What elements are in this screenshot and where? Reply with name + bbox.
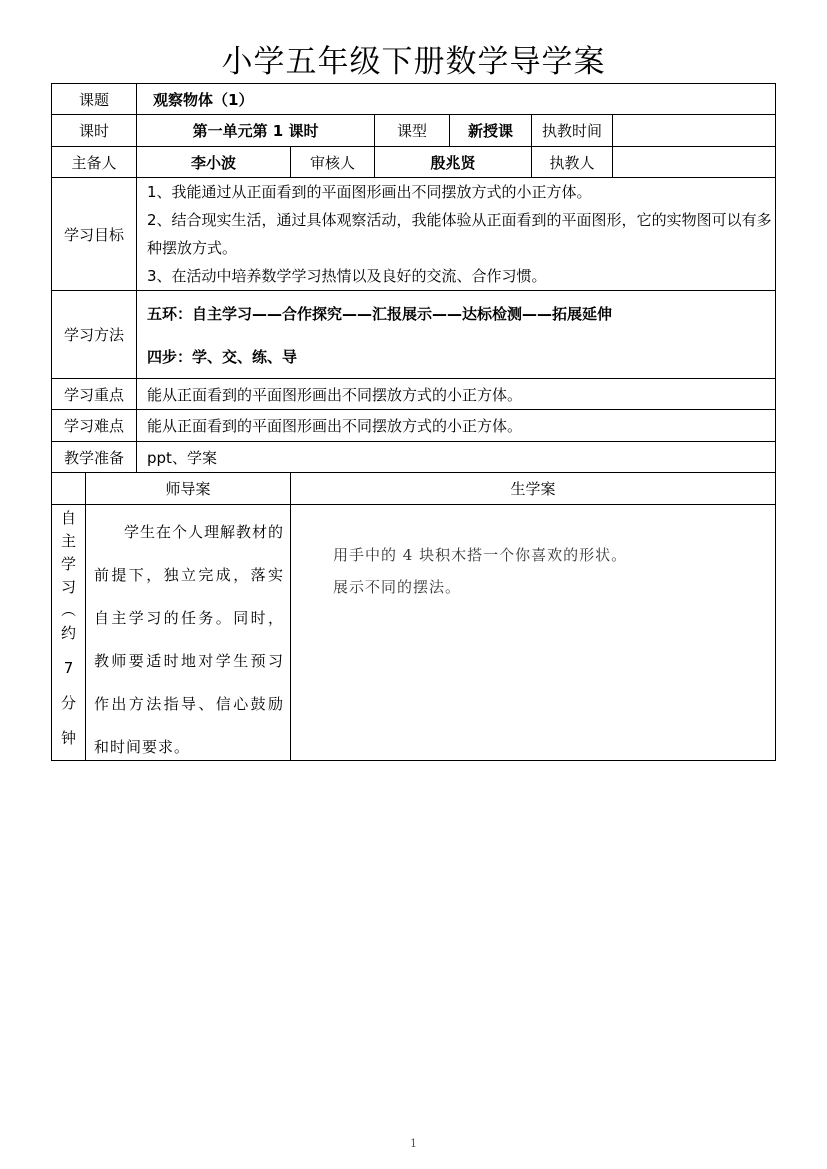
section-side-label: [52, 505, 86, 761]
page-number: 1: [410, 1137, 417, 1150]
goals-label: 学习目标: [52, 178, 137, 291]
time-value: [613, 115, 776, 147]
key-label: 学习重点: [52, 379, 137, 410]
method-line-2: 四步：学、交、练、导: [147, 347, 298, 366]
corner-cell: [52, 473, 86, 505]
preparer-label: 主备人: [52, 147, 137, 178]
side-char: 7: [63, 659, 74, 677]
side-char: 习: [60, 578, 76, 596]
student-line: 展示不同的摆法。: [333, 578, 462, 596]
side-char: 学: [60, 555, 76, 573]
type-label: 课型: [375, 115, 450, 147]
side-char: 主: [60, 532, 76, 550]
lesson-label: 课时: [52, 115, 137, 147]
topic-value: 观察物体（1）: [137, 84, 776, 115]
method-content: [137, 291, 776, 379]
key-row: [52, 379, 776, 410]
difficulty-label: 学习难点: [52, 410, 137, 442]
side-char: 钟: [60, 729, 76, 747]
goals-row: [52, 178, 776, 291]
side-char: ︵: [60, 601, 76, 619]
time-label: 执教时间: [532, 115, 613, 147]
teacher-guide-cell: [86, 505, 291, 761]
reviewer-value: 殷兆贤: [375, 147, 532, 178]
prep-row: [52, 442, 776, 473]
side-char: 约: [60, 624, 76, 642]
column-header-row: [52, 473, 776, 505]
method-row: [52, 291, 776, 379]
prep-label: 教学准备: [52, 442, 137, 473]
teacher-guide-text: 学生在个人理解教材的前提下，独立完成，落实自主学习的任务。同时，教师要适时地对学生预习作出方法指导、信心鼓励和时间要求。: [94, 523, 285, 756]
teacher-column-header: 师导案: [86, 473, 291, 505]
executor-label: 执教人: [532, 147, 613, 178]
difficulty-value: 能从正面看到的平面图形画出不同摆放方式的小正方体。: [137, 410, 776, 442]
people-row: [52, 147, 776, 178]
goal-item: 2、结合现实生活，通过具体观察活动，我能体验从正面看到的平面图形，它的实物图可以有多种摆放方式。: [147, 211, 772, 257]
side-char: 分: [60, 694, 76, 712]
lesson-row: [52, 115, 776, 147]
prep-value: ppt、学案: [137, 442, 776, 473]
type-value: 新授课: [450, 115, 532, 147]
topic-row: [52, 84, 776, 115]
lesson-value: 第一单元第 1 课时: [137, 115, 375, 147]
topic-label: 课题: [52, 84, 137, 115]
goals-content: [137, 178, 776, 291]
preparer-value: 李小波: [137, 147, 291, 178]
self-study-row: [52, 505, 776, 761]
student-line: 用手中的 4 块积木搭一个你喜欢的形状。: [333, 546, 628, 564]
executor-value: [613, 147, 776, 178]
goal-item: 3、在活动中培养数学学习热情以及良好的交流、合作习惯。: [147, 267, 547, 285]
side-char: 自: [60, 509, 76, 527]
difficulty-row: [52, 410, 776, 442]
page-title: 小学五年级下册数学导学案: [221, 44, 606, 80]
lesson-plan-table: [51, 83, 776, 761]
method-line-1: 五环：自主学习——合作探究——汇报展示——达标检测——拓展延伸: [147, 304, 613, 323]
student-plan-cell: [291, 505, 776, 761]
key-value: 能从正面看到的平面图形画出不同摆放方式的小正方体。: [137, 379, 776, 410]
method-label: 学习方法: [52, 291, 137, 379]
goal-item: 1、我能通过从正面看到的平面图形画出不同摆放方式的小正方体。: [147, 183, 592, 201]
student-column-header: 生学案: [291, 473, 776, 505]
reviewer-label: 审核人: [291, 147, 375, 178]
